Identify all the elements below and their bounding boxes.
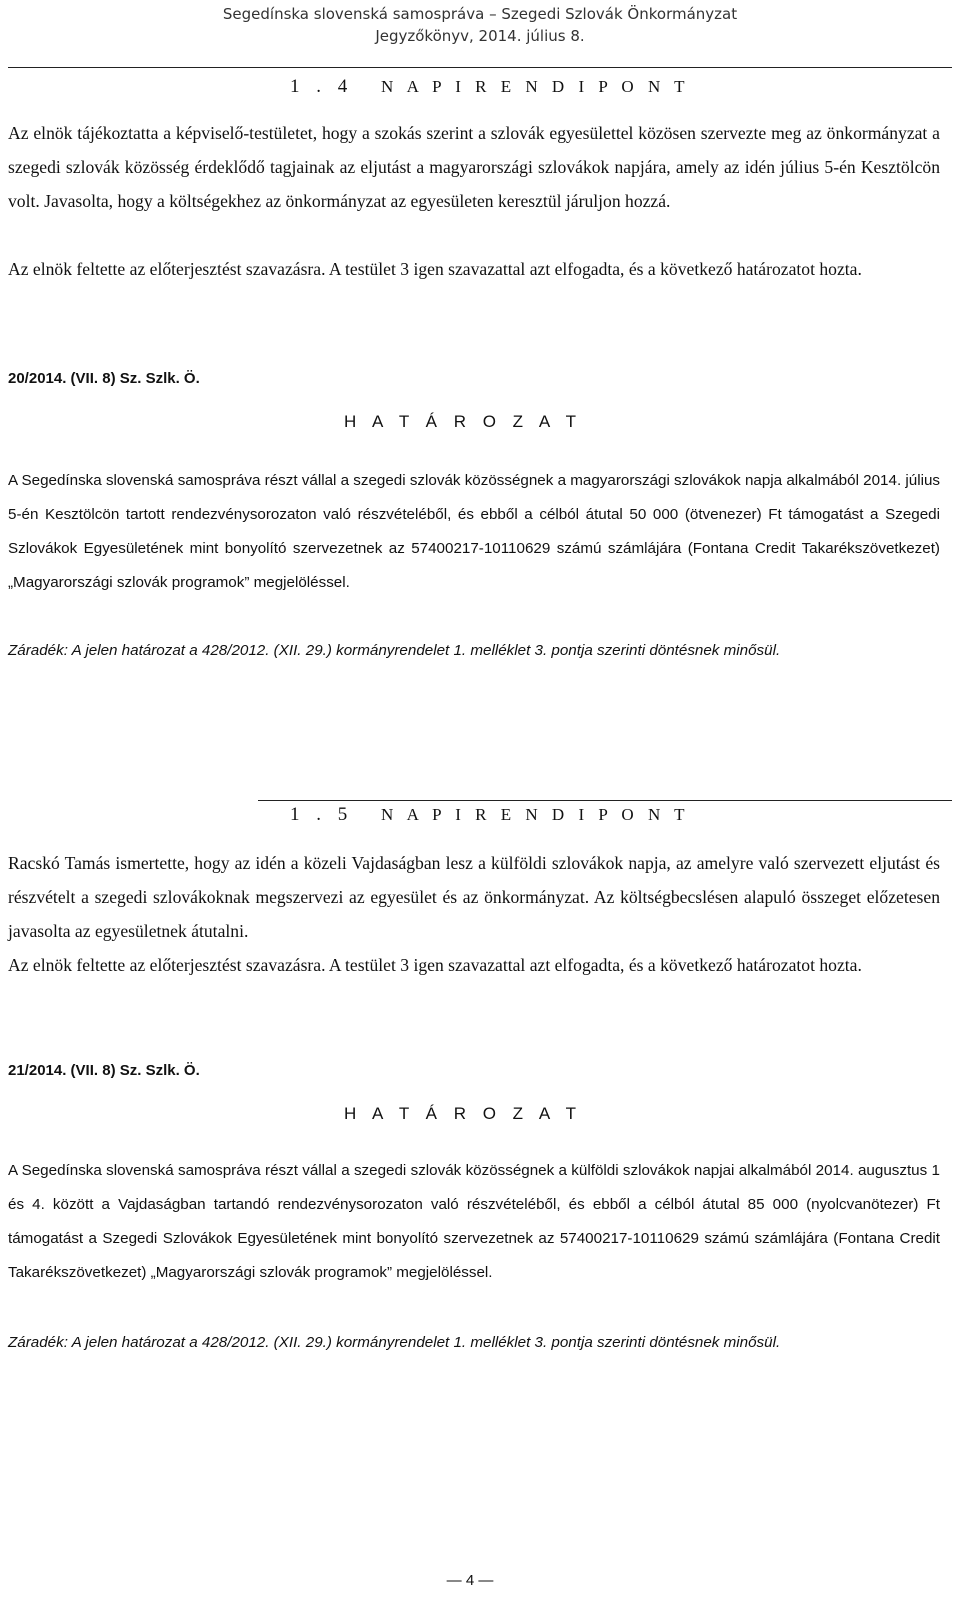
agenda-item-label: N A P I R E N D I P O N T bbox=[381, 77, 690, 96]
page-number-footer bbox=[0, 1572, 932, 1589]
section-divider bbox=[258, 800, 952, 801]
resolution-clause: Záradék: A jelen határozat a 428/2012. (XII. 29.) kormányrendelet 1. melléklet 3. pontja szerinti döntésnek minősül. bbox=[8, 1334, 781, 1351]
agenda-item-intro: Az elnök tájékoztatta a képviselő-testületet, hogy a szokás szerint a szlovák egyesülettel közösen szervezte meg az önkormányzat a szegedi szlovák közösség érdeklődő tagjainak az eljutást a magyarországi szlovákok napjára, amely az idén július 5-én Kesztölcön volt. Javasolta, hogy a költségekhez az önkormányzat az egyesületen keresztül járuljon hozzá. bbox=[8, 123, 940, 211]
resolution-number: 20/2014. (VII. 8) Sz. Szlk. Ö. bbox=[8, 370, 200, 387]
agenda-item-label: N A P I R E N D I P O N T bbox=[381, 805, 690, 824]
page-number: — 4 — bbox=[446, 1572, 494, 1589]
page-header bbox=[0, 0, 960, 47]
agenda-item-title bbox=[290, 76, 690, 98]
resolution-clause: Záradék: A jelen határozat a 428/2012. (XII. 29.) kormányrendelet 1. melléklet 3. pontja szerinti döntésnek minősül. bbox=[8, 642, 781, 659]
header-divider bbox=[8, 67, 952, 68]
agenda-item-title bbox=[290, 804, 690, 826]
agenda-item-number: 1 . 5 bbox=[290, 804, 354, 825]
agenda-item-vote: Az elnök feltette az előterjesztést szavazásra. A testület 3 igen szavazattal azt elfogadta, és a következő határozatot hozta. bbox=[8, 259, 862, 279]
resolution-heading: H A T Á R O Z A T bbox=[343, 1104, 583, 1123]
header-organization: Segedínska slovenská samospráva – Szegedi Szlovák Önkormányzat bbox=[222, 5, 738, 23]
resolution-number: 21/2014. (VII. 8) Sz. Szlk. Ö. bbox=[8, 1062, 200, 1079]
resolution-heading: H A T Á R O Z A T bbox=[343, 412, 583, 431]
header-minutes-date: Jegyzőkönyv, 2014. július 8. bbox=[375, 27, 585, 45]
resolution-text: A Segedínska slovenská samospráva részt vállal a szegedi szlovák közösségnek a magyarországi szlovákok napja alkalmából 2014. július 5-én Kesztölcön tartott rendezvénysorozaton való részvételéből, és ebből a célból átutal 50 000 (ötvenezer) Ft támogatást a Szegedi Szlovákok Egyesületének mint bonyolító szervezetnek az 57400217-10110629 számú számlájára (Fontana Credit Takarékszövetkezet) „Magyarországi szlovák programok” megjelöléssel. bbox=[8, 472, 940, 591]
agenda-item-intro: Racskó Tamás ismertette, hogy az idén a közeli Vajdaságban lesz a külföldi szlovákok napja, az amelyre való szervezett eljutást és részvételt a szegedi szlovákoknak megszervezi az egyesület és az önkormányzat. Az költségbecslésen alapuló összeget előzetesen javasolta az egyesületnek átutalni. bbox=[8, 853, 940, 941]
agenda-item-number: 1 . 4 bbox=[290, 76, 354, 97]
resolution-text: A Segedínska slovenská samospráva részt vállal a szegedi szlovák közösségnek a külföldi szlovákok napjai alkalmából 2014. augusztus 1 és 4. között a Vajdaságban tartandó rendezvénysorozaton való részvételéből, és ebből a célból átutal 85 000 (nyolcvanötezer) Ft támogatást a Szegedi Szlovákok Egyesületének mint bonyolító szervezetnek az 57400217-10110629 számú számlájára (Fontana Credit Takarékszövetkezet) „Magyarországi szlovák programok” megjelöléssel. bbox=[8, 1162, 940, 1281]
agenda-item-vote: Az elnök feltette az előterjesztést szavazásra. A testület 3 igen szavazattal azt elfogadta, és a következő határozatot hozta. bbox=[8, 955, 862, 975]
